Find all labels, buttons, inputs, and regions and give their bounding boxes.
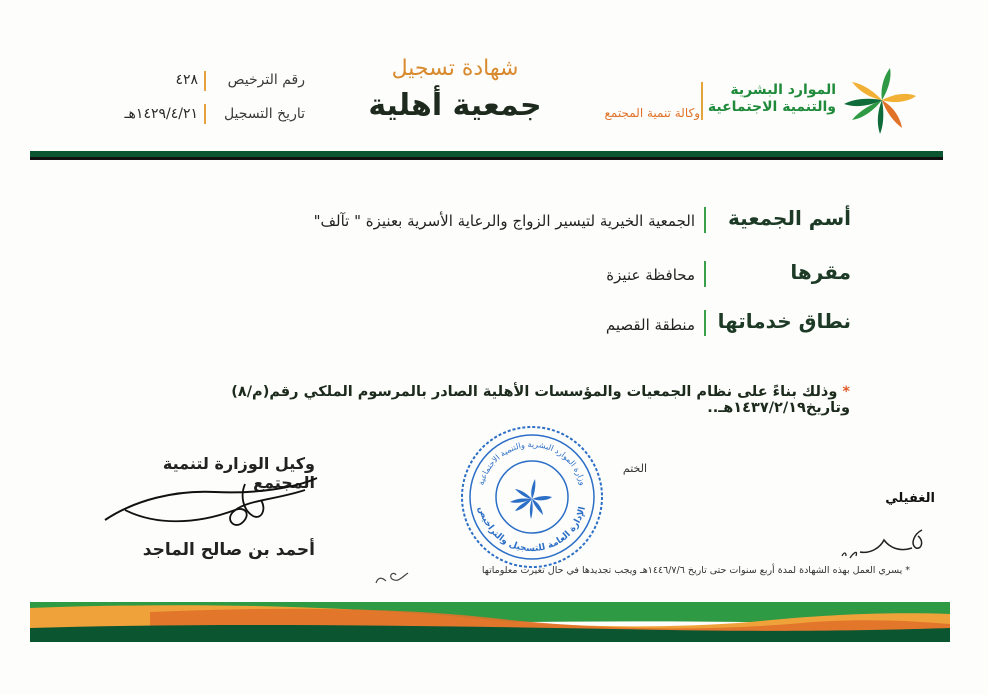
ministry-name xyxy=(706,82,836,116)
certificate-type: جمعية أهلية xyxy=(368,88,542,123)
legal-basis-note xyxy=(170,384,850,416)
field-divider xyxy=(704,207,706,233)
license-number-value: ٤٢٨ xyxy=(175,72,198,88)
headquarters-value: محافظة عنيزة xyxy=(606,266,695,284)
deputy-title: وكيل الوزارة لتنمية المجتمع xyxy=(162,454,315,492)
svg-text:وزارة الموارد البشرية والتنمية xyxy=(476,440,587,486)
registration-date-divider xyxy=(204,104,206,124)
legal-basis-text: وذلك بناءً على نظام الجمعيات والمؤسسات الأهلية الصادر بالمرسوم الملكي رقم(م/٨) وتاريخ١٤٣٧/٢/١٩هـ.. xyxy=(231,384,850,416)
registration-date-value: ١٤٢٩/٤/٢١هـ xyxy=(124,106,198,122)
ministry-line-1: الموارد البشرية xyxy=(730,82,836,98)
license-number-label: رقم الترخيص xyxy=(227,72,305,88)
stamp-label: الختم xyxy=(622,462,648,475)
ministry-line-2: والتنمية الاجتماعية xyxy=(707,99,836,115)
field-divider xyxy=(704,310,706,336)
service-scope-value: منطقة القصيم xyxy=(605,316,695,334)
field-divider xyxy=(704,261,706,287)
officer-name: الغفيلي xyxy=(885,491,935,506)
officer-signature-icon xyxy=(830,518,930,563)
ministry-logo-icon xyxy=(836,66,928,138)
header-band-line xyxy=(30,157,943,160)
registration-date-label: تاريخ التسجيل xyxy=(223,106,305,122)
association-name-label: أسم الجمعية xyxy=(728,206,851,230)
service-scope-label: نطاق خدماتها xyxy=(717,309,851,333)
footnote-star: * xyxy=(842,384,850,400)
header-divider xyxy=(701,82,703,120)
initials-signature-icon xyxy=(372,565,412,587)
license-divider xyxy=(204,71,206,91)
headquarters-label: مقرها xyxy=(790,260,851,284)
stamp-emblem-icon xyxy=(510,479,552,519)
deputy-name: أحمد بن صالح الماجد xyxy=(142,540,315,560)
certificate-title: شهادة تسجيل xyxy=(391,56,519,81)
deputy-signature-icon xyxy=(95,470,325,540)
stamp-department-text: الإدارة العامة للتسجيل والتراخيص xyxy=(475,505,588,555)
agency-name: وكالة تنمية المجتمع xyxy=(604,106,700,120)
footer-wave-band xyxy=(30,598,950,642)
stamp-ministry-text: وزارة الموارد البشرية والتنمية الاجتماعية xyxy=(476,439,588,487)
validity-note: * يسري العمل بهذه الشهادة لمدة أربع سنوات حتى تاريخ ١٤٤٦/٧/٦هـ ويجب تجديدها في حال تغيرت معلوماتها xyxy=(481,565,910,576)
official-stamp xyxy=(458,423,606,571)
association-name-value: الجمعية الخيرية لتيسير الزواج والرعاية الأسرية بعنيزة " تآلف" xyxy=(313,212,695,230)
